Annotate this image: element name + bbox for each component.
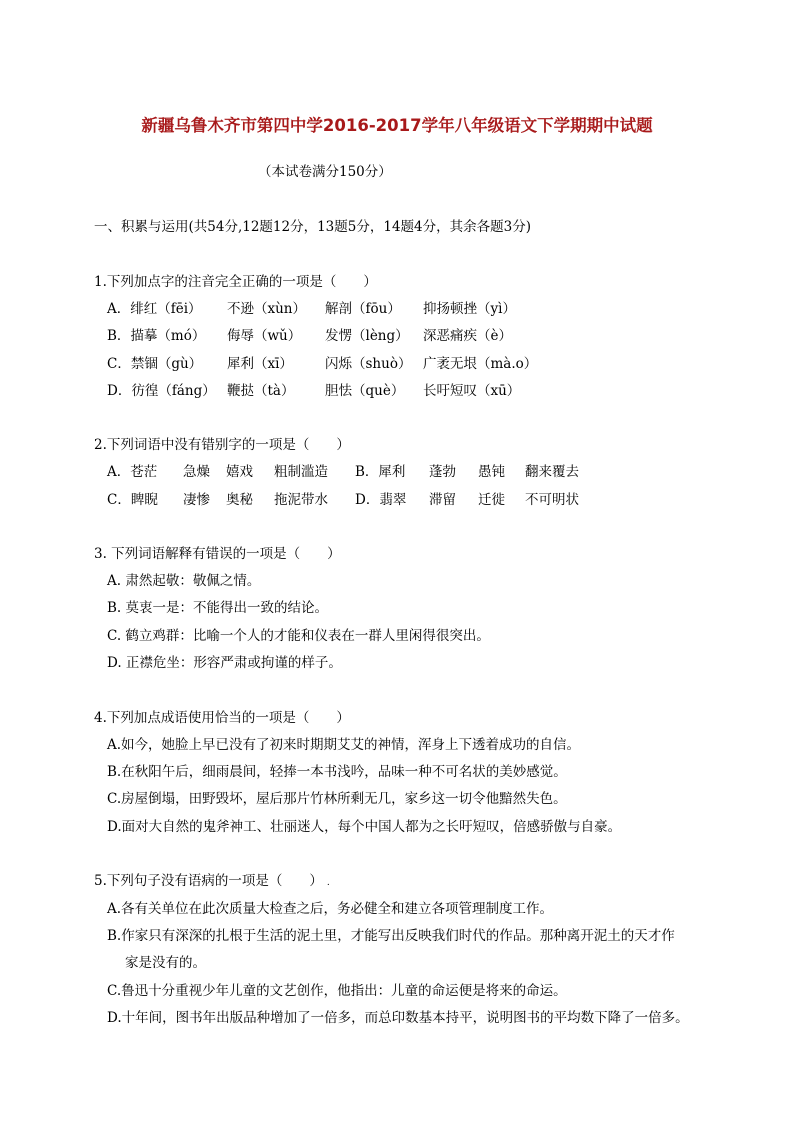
q1-b-2: 侮辱（wǔ） (227, 328, 302, 344)
q1-b-3: 发愣（lèng） (325, 328, 409, 344)
question-1-stem: 1.下列加点字的注音完全正确的一项是（ ） (94, 274, 377, 290)
question-4-option-b: B.在秋阳午后，细雨晨间，轻捧一本书浅吟，品味一种不可名状的美妙感觉。 (107, 764, 567, 780)
q2-b-2: 蓬勃 (429, 464, 456, 480)
question-3-option-a: A. 肃然起敬：敬佩之情。 (107, 573, 261, 589)
section-heading: 一、积累与运用(共54分,12题12分，13题5分，14题4分，其余各题3分) (94, 219, 531, 235)
exam-title: 新疆乌鲁木齐市第四中学2016-2017学年八年级语文下学期期中试题 (141, 116, 653, 135)
question-1-row-b (107, 327, 707, 345)
q2-d-3: 迁徙 (478, 492, 505, 508)
question-2-row-1 (107, 463, 707, 481)
q2-a-2: 急燥 (183, 464, 210, 480)
question-4-option-a: A.如今，她脸上早已没有了初来时期期艾艾的神情，浑身上下透着成功的自信。 (107, 737, 581, 753)
q2-d-2: 滞留 (429, 492, 456, 508)
question-3-option-b: B. 莫衷一是：不能得出一致的结论。 (107, 600, 329, 616)
q1-d-4: 长吁短叹（xū） (423, 383, 521, 399)
question-5-stem (94, 872, 330, 892)
question-2-stem: 2.下列词语中没有错别字的一项是（ ） (94, 437, 350, 453)
question-1-row-a (107, 300, 707, 318)
q2-c-3: 奥秘 (226, 492, 253, 508)
q1-d-1: D．彷徨（fáng） (107, 383, 216, 399)
q2-c-label: C．睥睨 (107, 492, 158, 508)
question-5-option-a: A.各有关单位在此次质量大检查之后，务必健全和建立各项管理制度工作。 (107, 901, 554, 917)
q1-a-4: 抑扬顿挫（yì） (423, 301, 516, 317)
q1-c-4: 广袤无垠（mà.o） (423, 356, 538, 372)
q1-b-1: B．描摹（mó） (107, 328, 206, 344)
q1-b-4: 深恶痛疾（è） (423, 328, 512, 344)
q2-a-3: 嬉戏 (226, 464, 253, 480)
question-5-option-c: C.鲁迅十分重视少年儿童的文艺创作，他指出：儿童的命运便是将来的命运。 (107, 983, 567, 999)
q2-a-label: A．苍茫 (107, 464, 158, 480)
q1-c-2: 犀利（xī） (227, 356, 293, 372)
q1-d-3: 胆怯（què） (325, 383, 405, 399)
question-3-stem: 3. 下列词语解释有错误的一项是（ ） (94, 546, 341, 562)
q2-b-3: 愚钝 (478, 464, 505, 480)
q1-c-1: C．禁锢（gù） (107, 356, 203, 372)
q2-c-4: 拖泥带水 (274, 492, 328, 508)
q1-d-2: 鞭挞（tà） (227, 383, 295, 399)
question-5-option-b-line2: 家是没有的。 (125, 955, 206, 971)
q1-a-1: A．绯红（fēi） (107, 301, 202, 317)
q2-c-2: 凄惨 (183, 492, 210, 508)
exam-subtitle: （本试卷满分150分） (258, 164, 392, 180)
question-3-option-c: C. 鹤立鸡群：比喻一个人的才能和仪表在一群人里闲得很突出。 (107, 628, 490, 644)
q2-a-4: 粗制滥造 (274, 464, 328, 480)
question-2-row-2 (107, 491, 707, 509)
q1-a-3: 解剖（fōu） (325, 301, 401, 317)
q2-b-4: 翻来覆去 (525, 464, 579, 480)
question-1-row-c (107, 355, 707, 373)
question-4-stem: 4.下列加点成语使用恰当的一项是（ ） (94, 710, 350, 726)
q2-d-label: D．翡翠 (355, 492, 407, 508)
question-5-option-b-line1: B.作家只有深深的扎根于生活的泥土里，才能写出反映我们时代的作品。那种离开泥土的天才作 (107, 928, 675, 944)
q1-c-3: 闪烁（shuò） (325, 356, 412, 372)
question-5-stem-text: 5.下列句子没有语病的一项是（ ） (94, 873, 323, 889)
question-1-row-d (107, 382, 707, 400)
q1-a-2: 不逊（xùn） (227, 301, 307, 317)
question-3-option-d: D. 正襟危坐：形容严肃或拘谨的样子。 (107, 655, 342, 671)
q2-b-label: B．犀利 (355, 464, 406, 480)
question-4-option-c: C.房屋倒塌，田野毁坏，屋后那片竹林所剩无几，家乡这一切令他黯然失色。 (107, 791, 567, 807)
question-4-option-d: D.面对大自然的鬼斧神工、壮丽迷人，每个中国人都为之长吁短叹，倍感骄傲与自豪。 (107, 819, 622, 835)
question-5-stray-dot: . (326, 878, 330, 888)
q2-d-4: 不可明状 (525, 492, 579, 508)
question-5-option-d: D.十年间，图书年出版品种增加了一倍多，而总印数基本持平，说明图书的平均数下降了一倍多。 (107, 1010, 689, 1026)
